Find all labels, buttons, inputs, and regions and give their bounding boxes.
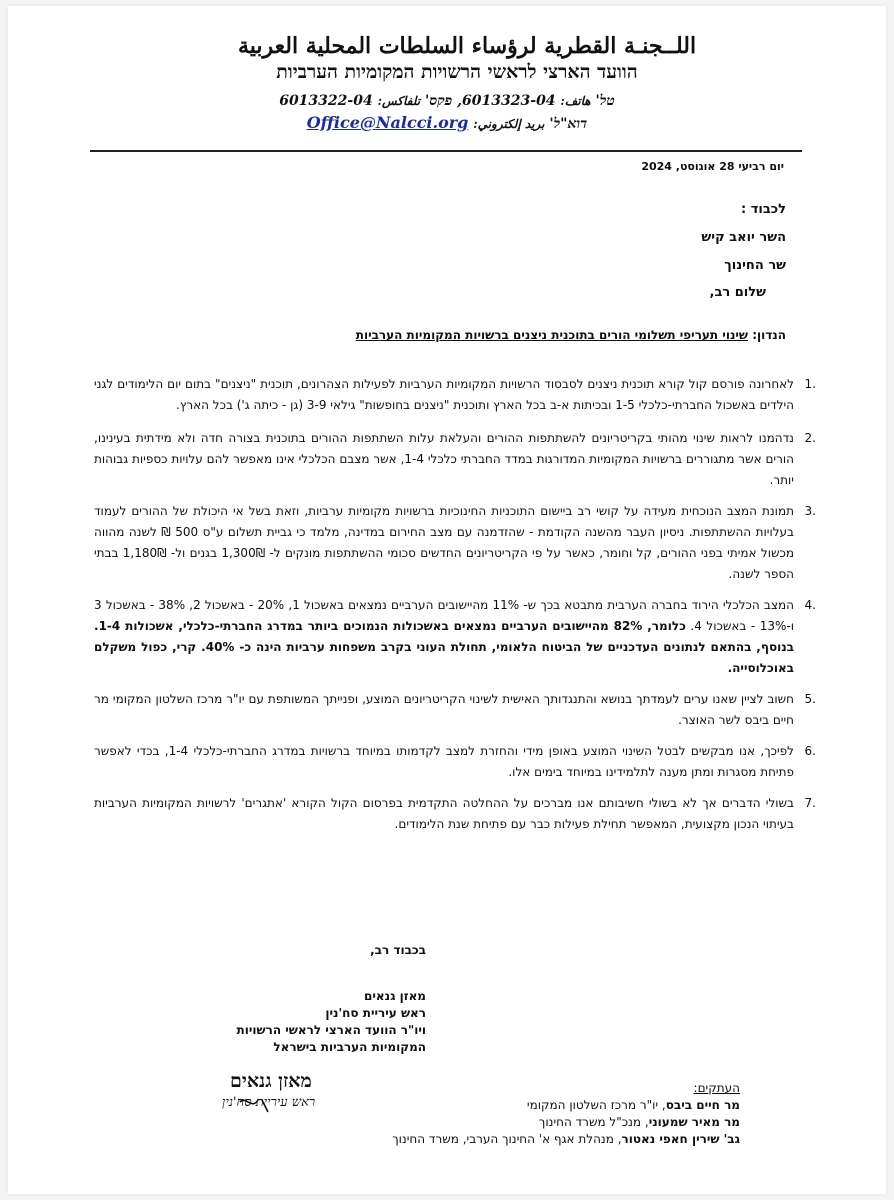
list-item xyxy=(94,793,816,835)
recipient-name: השר יואב קיש xyxy=(701,230,786,245)
handwritten-signature-title: ראש עיריית סח'נין xyxy=(222,1095,316,1110)
body-items xyxy=(94,374,816,835)
item-text: חשוב לציין שאנו ערים לעמדתך בנושא והתנגדותך האישית לשינוי הקריטריונים המוצע, ופנייתך המשותפת עם יו"ר מרכז השלטון המקומי מר חיים ביבס לשר האוצר. xyxy=(94,692,794,727)
list-item xyxy=(94,501,816,585)
handwritten-signature-name: מאזן גנאים xyxy=(230,1070,312,1092)
signature-stroke-icon xyxy=(222,1070,372,1130)
cc-name: גב' שירין חאפי נאטור xyxy=(621,1132,740,1146)
letterhead-contact: טל' هاتف: 04-6013323, פקס' تلفاكس: 04-6013322 xyxy=(279,93,615,109)
contact-phone-label: هاتف: xyxy=(560,94,591,108)
cc-role: , מנכ"ל משרד החינוך xyxy=(538,1115,649,1129)
letterhead-title-arabic: اللــجنـة القطرية لرؤساء السلطات المحلية العربية xyxy=(237,33,697,59)
cc-role: , מנהלת אגף א' החינוך הערבי, משרד החינוך xyxy=(392,1132,622,1146)
letterhead-title-hebrew: הוועד הארצי לראשי הרשויות המקומיות הערביות xyxy=(276,61,638,83)
list-item xyxy=(94,428,816,491)
letter-page xyxy=(8,6,886,1194)
signer-title-3: המקומיות הערביות בישראל xyxy=(273,1040,426,1054)
item-number: .4 xyxy=(804,598,816,612)
item-number: .5 xyxy=(804,692,816,706)
letterhead-email-line xyxy=(8,112,886,135)
item-text: תמונת המצב הנוכחית מעידה על קושי רב ביישום התוכניות החינוכיות ברשויות מקומיות ערביות, וזאת בשל אי היכולת של ההורים לעמוד בעלויות ההשתתפות. ניסיון העבר מהשנה הקודמת - שהזדמנה עם מצב החירום במדינה, מלמד כי גביית תשלום ע"ס 500 ₪ לשנה מהווה מכשול אמיתי בפני ההורים, קל וחומר, כאשר על פי הקריטריונים החדשים סכומי ההשתתפות מונקים ל- 1,300₪ בגנים ול- 1,180₪ בבתי הספר לשנה. xyxy=(94,504,794,581)
cc-role: , יו"ר מרכז השלטון המקומי xyxy=(526,1098,666,1112)
item-text: לפיכך, אנו מבקשים לבטל השינוי המוצע באופן מידי והחזרת למצב לקדמותו במיוחד ברשויות במדרג החברתי-כלכלי 1-4, בכדי לאפשר פתיחת מסגרות ומתן מענה לתלמידינו במיוחד בימים אלו. xyxy=(94,744,794,779)
signer-name: מאזן גנאים xyxy=(364,989,426,1003)
recipient-block xyxy=(701,196,786,280)
cc-line xyxy=(392,1131,740,1148)
list-item xyxy=(94,374,816,416)
item-number: .6 xyxy=(804,744,816,758)
email-link[interactable]: Office@Nalcci.org xyxy=(306,113,469,132)
email-label-he: דוא"ל' xyxy=(549,116,588,132)
cc-name: מר חיים ביבס xyxy=(665,1098,740,1112)
letter-date: יום רביעי 28 אוגוסט, 2024 xyxy=(641,160,784,173)
cc-line xyxy=(392,1097,740,1114)
subject-label: הנדון: xyxy=(752,328,786,342)
contact-prefix: טל' xyxy=(595,93,615,109)
subject-text: שינוי תעריפי תשלומי הורים בתוכנית ניצנים ברשויות המקומיות הערביות xyxy=(355,328,749,342)
greeting: שלום רב, xyxy=(709,285,766,300)
item-number: .2 xyxy=(804,431,816,445)
cc-line xyxy=(392,1114,740,1131)
handwritten-signature xyxy=(222,1070,372,1130)
item-text: בשולי הדברים אך לא בשולי חשיבותם אנו מברכים על ההחלטה התקדמית בפרסום הקול הקורא 'אתגרים' לרשויות המקומיות הערביות בעיתוי הנכון מקצועית, המאפשר תחילת פעילות כבר עם פתיחת שנת הלימודים. xyxy=(94,796,794,831)
list-item xyxy=(94,595,816,679)
cc-block xyxy=(392,1080,740,1148)
recipient-to-label: לכבוד : xyxy=(741,202,786,217)
recipient-role: שר החינוך xyxy=(724,258,786,273)
item-text-bold: כלומר, 82% מהיישובים הערביים נמצאים באשכולות הנמוכים ביותר במדרג החברתי-כלכלי, אשכולות 1-4. בנוסף, בהתאם לנתונים העדכניים של הביטוח הלאומי, תחולת העוני בקרב משפחות ערביות הינה כ- 40%. קרי, כפול משקלם באוכלוסייה. xyxy=(94,619,794,675)
cc-title: העתקים: xyxy=(693,1081,740,1095)
signer-title-1: ראש עיריית סח'נין xyxy=(325,1006,426,1020)
item-number: .3 xyxy=(804,504,816,518)
item-number: .1 xyxy=(804,377,816,391)
header-divider xyxy=(90,150,802,152)
contact-fax-label: פקס' xyxy=(424,93,453,109)
item-text: המצב הכלכלי הירוד בחברה הערבית מתבטא בכך ש- 11% מהיישובים הערביים נמצאים באשכול 1, 20% - באשכול 2, 38% - באשכול 3 ו-13% - באשכול 4. xyxy=(94,598,794,633)
list-item xyxy=(94,741,816,783)
contact-phone: 04-6013323 xyxy=(462,93,556,109)
subject-line xyxy=(356,328,786,342)
item-text: לאחרונה פורסם קול קורא תוכנית ניצנים לסבסוד הרשויות המקומיות הערביות לפעילות הצהרונים, תוכנית "ניצנים" בתום יום הלימודים לגני הילדים באשכול החברתי-כלכלי 1-5 ובכיתות א-ב בכל הארץ ותוכנית "ניצנים בחופשות" גילאי 3-9 (גן - כיתה ג') בכל הארץ. xyxy=(94,377,794,412)
contact-fax-label-ar: تلفاكس: xyxy=(377,94,421,108)
email-label-ar: بريد إلكتروني: xyxy=(473,117,545,131)
item-number: .7 xyxy=(804,796,816,810)
signature-block xyxy=(237,988,426,1056)
closing: בכבוד רב, xyxy=(370,943,426,957)
contact-fax: 04-6013322 xyxy=(279,93,373,109)
list-item xyxy=(94,689,816,731)
letterhead xyxy=(8,32,886,135)
cc-name: מר מאיר שמעוני xyxy=(648,1115,740,1129)
signer-title-2: ויו"ר הוועד הארצי לראשי הרשויות xyxy=(236,1023,426,1037)
item-text: נדהמנו לראות שינוי מהותי בקריטריונים להשתתפות ההורים והעלאת עלות השתתפות ההורים בתוכנית בצורה חדה ולא מידתית בעינינו, הורים אשר מתגוררים ברשויות המקומיות המדורגות במדד החברתי כלכלי 1-4, אשר מצבם הכלכלי אינו מאפשר להם עלויות כספיות גבוהות יותר. xyxy=(94,431,794,487)
